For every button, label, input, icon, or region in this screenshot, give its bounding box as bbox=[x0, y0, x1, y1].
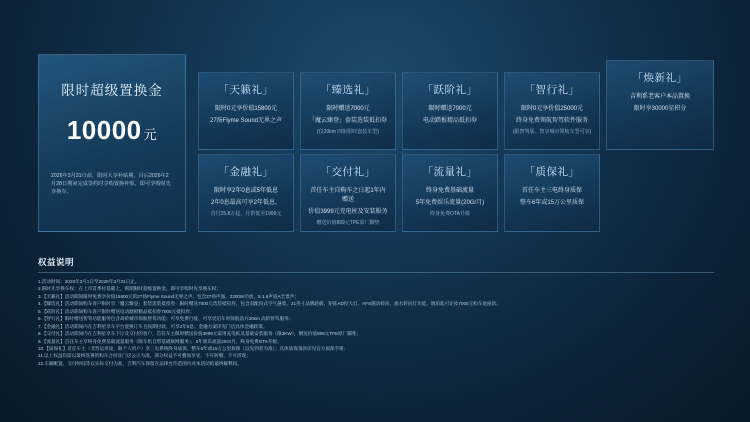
gift-card-tianlai[interactable] bbox=[198, 72, 294, 150]
gift-line-3: 赠送价值899元TPE原厂脚垫 bbox=[316, 220, 380, 226]
gift-line-1: 终身免费基础流量 bbox=[425, 188, 474, 194]
terms-item: 7.【金融礼】活动期间内在吉利星享车平台置换订车且按期付款，可享2年0息；金融方案详见门店具体金融政策。 bbox=[38, 323, 268, 329]
gift-card-zhixing[interactable] bbox=[504, 72, 600, 150]
gift-line-1: 限时0元享价值15800元 bbox=[214, 106, 278, 112]
gift-line-2: 27扬Flyme Sound无界之声 bbox=[209, 118, 283, 124]
gift-line-1: 限时0元享价值25000元 bbox=[520, 106, 584, 112]
terms-divider bbox=[38, 272, 714, 273]
gift-line-2: 整车6年或15万公里质保 bbox=[519, 200, 584, 206]
gift-title: 「流量礼」 bbox=[422, 166, 478, 178]
terms-item: 6.【智行礼】限时赠送智驾功能服务包含高阶城市领航智驾功能；可享免费行驶、可享受泊车时领航前方30km 高阶智驾服务； bbox=[38, 316, 294, 322]
gift-line-1: 限时赠送7000元 bbox=[428, 106, 472, 112]
terms-item: 3.【天籁礼】活动期间限时免费享价值15600元的27扬Flyme Sound无界之声，包含27扬声器、2300W功放、5.1.6声道A全景声； bbox=[38, 293, 299, 299]
gift-title: 「金融礼」 bbox=[218, 166, 274, 178]
gift-line-2: 「魔云臻登」套装选装抵扣券 bbox=[308, 118, 387, 124]
gift-title: 「天籁礼」 bbox=[218, 84, 274, 96]
gift-line-3: 终身免费OTA升级 bbox=[430, 211, 470, 217]
gift-card-zhibao[interactable] bbox=[504, 154, 600, 232]
terms-item: 4.【臻选礼】活动期间购车客户限时享「魔云臻登」套装选装抵扣券：限时赠送7000元选装抵扣券，包含双配向式空气悬架、21英寸品牌轮毂、矩阵AD投大灯、AFS随动转向、流水转向灯功能、琥珀匙可定妆7000元购车尾座款； bbox=[38, 301, 501, 307]
gift-title: 「跃阶礼」 bbox=[422, 84, 478, 96]
gift-line-1: 首任车主三电终身质保 bbox=[521, 188, 582, 194]
terms-item: 11.以上权益均需以最终签署的购车合同及门店公示为准，部分权益不可叠加享受，不可转赠、不可折现； bbox=[38, 353, 251, 359]
gift-title: 「智行礼」 bbox=[524, 84, 580, 96]
hero-note: 2026年3月31日前，限时大享补贴期，目后2026年2月28日期间完成签约时享购置换补贴，即可享购时先享换车。 bbox=[51, 173, 171, 196]
hero-title: 限时超级置换金 bbox=[61, 83, 163, 98]
gift-line-2: 5年免费娱乐流量(20G/月) bbox=[415, 200, 485, 206]
terms-item: 9.【流量礼】首任车主享终身免费基础流量服务（限车机自带基础联网服务），5年娱乐流量20G/月，终身免费OTA升级； bbox=[38, 338, 282, 344]
terms-item: 5.【跃阶礼】活动期间购车客户限时赠送电动踏板精品抵扣券7000元抵扣券； bbox=[38, 308, 195, 314]
gift-title: 「质保礼」 bbox=[524, 166, 580, 178]
gift-line-1: 吉利系老客户本品置换 bbox=[629, 94, 690, 100]
gift-card-zhenxuan[interactable] bbox=[300, 72, 396, 150]
gift-line-1: 限时赠送7000元 bbox=[326, 106, 370, 112]
benefit-cards bbox=[38, 42, 714, 242]
gift-card-jiaofu[interactable] bbox=[300, 154, 396, 232]
gift-line-2: 2年0息最高可享2年低息， bbox=[210, 200, 281, 206]
gift-card-liuliang[interactable] bbox=[402, 154, 498, 232]
terms-item: 10.【质保礼】首任车主（非营运用途，限个人用户）享三电系统终身质保，整车6年或15万公里质保（以先到者为准）；具体质保条款详见官方质保手册； bbox=[38, 345, 349, 351]
gift-card-huanxin[interactable] bbox=[606, 60, 714, 150]
gift-card-jinrong[interactable] bbox=[198, 154, 294, 232]
gift-line-3: 首付25.8万起，月供低至1999元 bbox=[210, 211, 282, 217]
gift-line-2: 价值3999元充电桩及安装服务 bbox=[308, 209, 388, 215]
gift-line-1: 首任车主自购车之日起1年内赠送 bbox=[310, 188, 386, 203]
gift-line-2: 终身免费领航智驾软件服务 bbox=[515, 118, 588, 124]
terms-section bbox=[38, 256, 714, 367]
hero-amount bbox=[49, 115, 175, 146]
hero-card bbox=[38, 54, 186, 232]
terms-item: 1.活动时间：2026年3月1日至2026年3月31日止。 bbox=[38, 279, 140, 284]
gift-title: 「臻选礼」 bbox=[320, 84, 376, 96]
gift-card-yuejie[interactable] bbox=[402, 72, 498, 150]
gift-line-2: 限时享30000星积分 bbox=[633, 106, 687, 112]
terms-item: 8.【交付礼】活动期间内在吉利星享车下订及交付的客户，首任车主限时赠送价值3999元家用充电桩及基础安装服务（限3KW），赠送价值899元TPE原厂脚垫； bbox=[38, 331, 362, 337]
terms-item: 2.限时先享换车权：在上市首季付基础上，锁期限时超级置换金，即可享购时先享换车权； bbox=[38, 286, 221, 292]
terms-item: 12.车辆配置、交付时间等以实际交付为准，吉利汽车保留在法律允许范围内对本活动的最终解释权。 bbox=[38, 360, 242, 366]
gift-line-2: 电动踏板精品抵扣券 bbox=[422, 118, 477, 124]
terms-list bbox=[38, 278, 714, 367]
terms-title: 权益说明 bbox=[38, 257, 75, 267]
hero-amount-unit: 元 bbox=[143, 127, 158, 142]
gift-title: 「交付礼」 bbox=[320, 166, 376, 178]
hero-amount-value: 10000 bbox=[66, 115, 142, 145]
gift-line-1: 限时享2年0息或5年低息 bbox=[213, 188, 278, 194]
gift-title: 「焕新礼」 bbox=[632, 72, 688, 84]
gift-line-3: (仅20km 四驱限时套装车型) bbox=[317, 129, 379, 135]
gift-line-3: (限智驾版、智享城市领航车型可享) bbox=[512, 129, 592, 135]
